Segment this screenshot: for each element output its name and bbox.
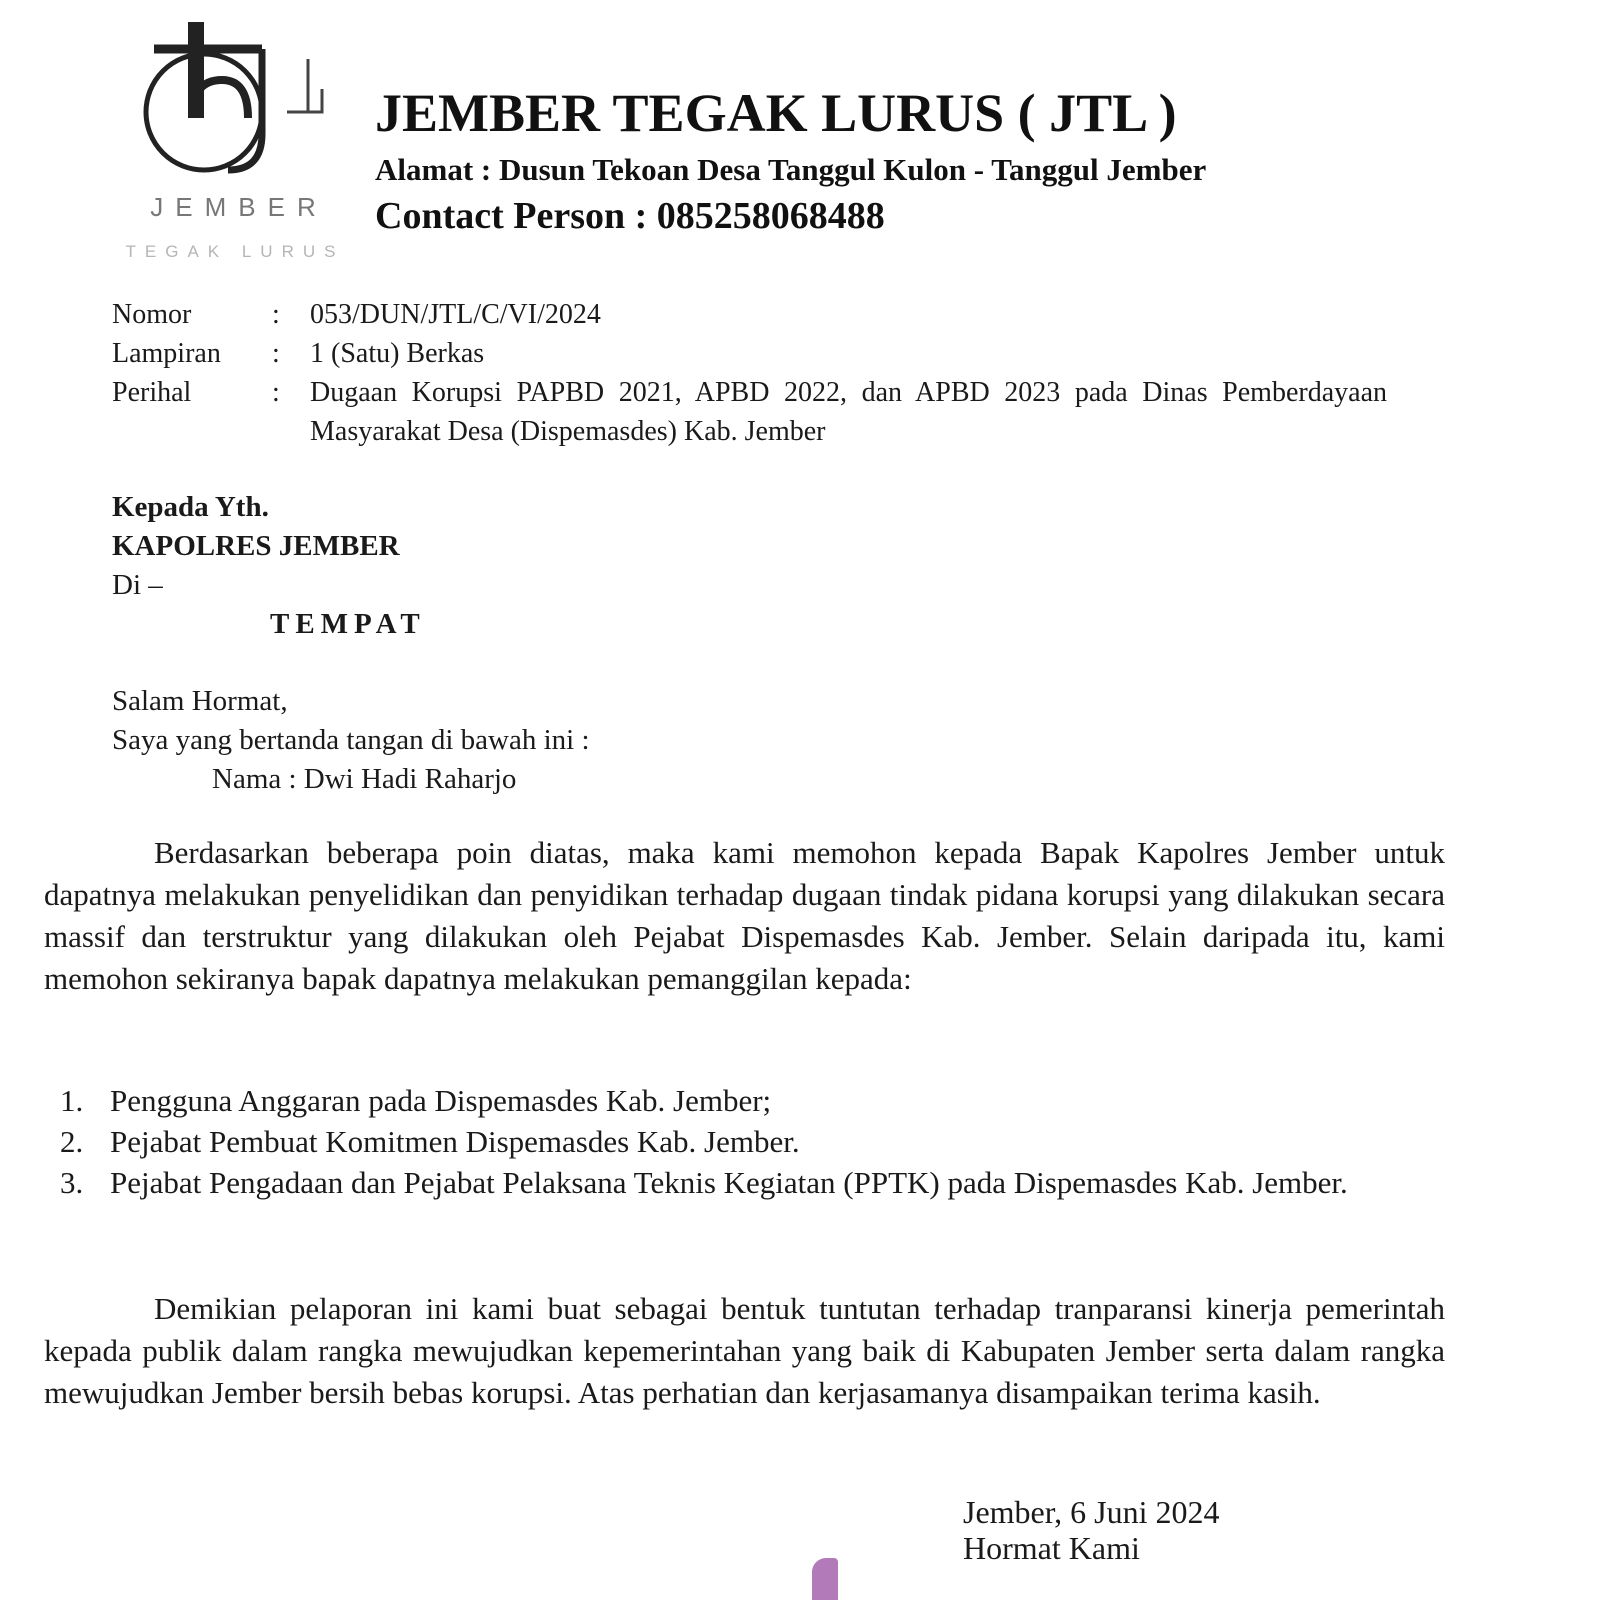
signoff-place-date: Jember, 6 Juni 2024 (963, 1494, 1220, 1530)
body-paragraph-2: Demikian pelaporan ini kami buat sebagai bentuk tuntutan terhadap tranparansi kinerja pemerintah kepada publik dalam rangka mewujudkan kepemerintahan yang baik di Kabupaten Jember serta dalam rangka mewujudkan Jember bersih bebas korupsi. Atas perhatian dan kerjasamanya disampaikan terima kasih. (44, 1291, 1445, 1410)
meta-row-nomor (112, 295, 1387, 334)
meta-colon: : (272, 338, 280, 369)
recipient-place: TEMPAT (270, 608, 426, 640)
meta-value: 1 (Satu) Berkas (310, 338, 485, 369)
organization-logo (112, 14, 352, 264)
list-text: Pejabat Pembuat Komitmen Dispemasdes Kab. Jember. (110, 1124, 800, 1159)
meta-value: 053/DUN/JTL/C/VI/2024 (310, 299, 601, 330)
body-paragraph-1: Berdasarkan beberapa poin diatas, maka kami memohon kepada Bapak Kapolres Jember untuk dapatnya melakukan penyelidikan dan penyidikan terhadap dugaan tindak pidana korupsi yang dilakukan secara massif dan terstruktur yang dilakukan oleh Pejabat Dispemasdes Kab. Jember. Selain daripada itu, kami memohon sekiranya bapak dapatnya melakukan pemanggilan kepada: (44, 835, 1445, 996)
list-text: Pengguna Anggaran pada Dispemasdes Kab. Jember; (110, 1083, 772, 1118)
list-item (60, 1080, 1445, 1121)
logo-tagline: TEGAK LURUS (125, 242, 345, 261)
list-number: 2. (60, 1124, 84, 1159)
meta-value: Dugaan Korupsi PAPBD 2021, APBD 2022, dan APBD 2023 pada Dinas Pemberdayaan Masyarakat Desa (Dispemasdes) Kab. Jember (310, 377, 1387, 447)
meta-label: Nomor (112, 299, 192, 330)
organization-contact: Contact Person : 085258068488 (375, 195, 885, 237)
meta-row-perihal (112, 373, 1387, 451)
signoff-closing: Hormat Kami (963, 1530, 1140, 1566)
summons-list (60, 1080, 1445, 1203)
meta-label: Lampiran (112, 338, 221, 369)
list-number: 3. (60, 1165, 84, 1200)
list-number: 1. (60, 1083, 84, 1118)
recipient-block (112, 488, 426, 644)
list-item (60, 1121, 1445, 1162)
greeting-intro: Saya yang bertanda tangan di bawah ini : (112, 724, 590, 756)
meta-label: Perihal (112, 377, 192, 408)
organization-address: Alamat : Dusun Tekoan Desa Tanggul Kulon - Tanggul Jember (375, 152, 1207, 187)
signatory-name: Nama : Dwi Hadi Raharjo (212, 763, 517, 795)
organization-name: JEMBER TEGAK LURUS ( JTL ) (375, 83, 1177, 143)
greeting-salam: Salam Hormat, (112, 685, 288, 717)
letter-metadata (112, 295, 1387, 451)
recipient-salutation: Kepada Yth. (112, 491, 269, 523)
greeting-block (112, 682, 590, 799)
meta-colon: : (272, 377, 280, 408)
recipient-name: KAPOLRES JEMBER (112, 530, 400, 562)
meta-colon: : (272, 299, 280, 330)
jtl-logo-icon (112, 14, 352, 194)
list-text: Pejabat Pengadaan dan Pejabat Pelaksana Teknis Kegiatan (PPTK) pada Dispemasdes Kab. Jember. (110, 1165, 1348, 1200)
meta-row-lampiran (112, 334, 1387, 373)
stamp-fragment-icon (812, 1558, 838, 1600)
list-item (60, 1162, 1445, 1203)
signoff-block (963, 1494, 1219, 1566)
recipient-di: Di – (112, 569, 163, 601)
logo-wordmark: JEMBER (150, 192, 328, 222)
